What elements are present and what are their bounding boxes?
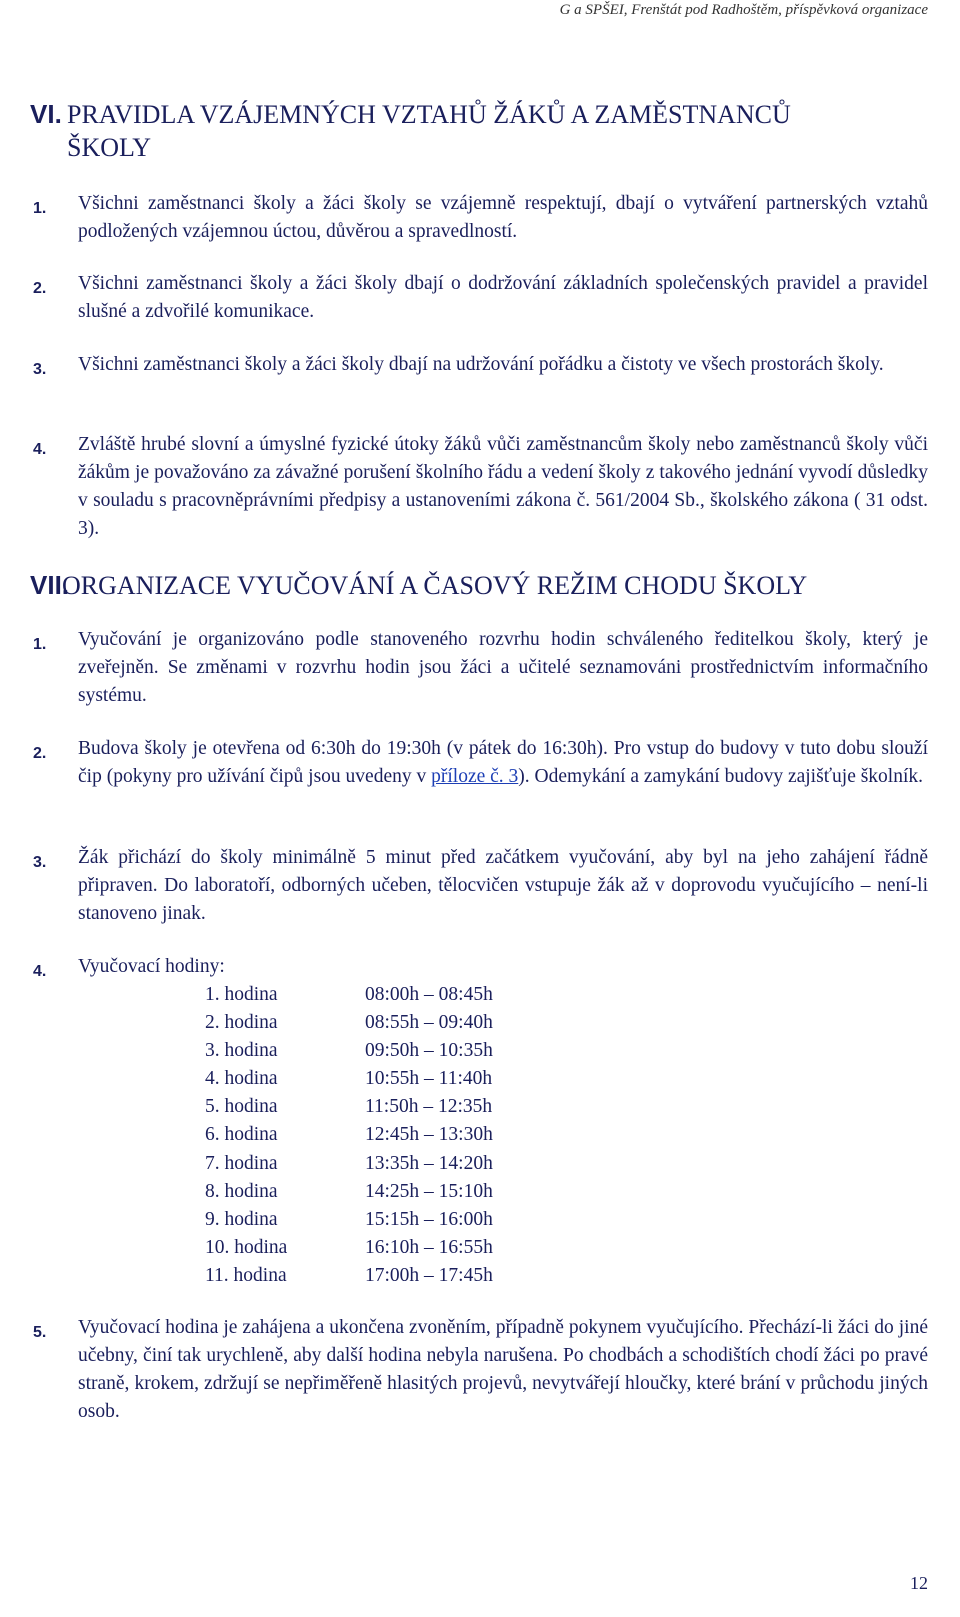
schedule-time: 11:50h – 12:35h (365, 1096, 493, 1118)
item-number: 3. (33, 361, 47, 378)
schedule-time: 16:10h – 16:55h (365, 1236, 493, 1258)
item-text-part: ). Odemykání a zamykání budovy zajišťuje školník. (518, 766, 924, 787)
schedule-row (205, 1234, 493, 1262)
schedule-hour: 3. hodina (205, 1040, 278, 1062)
section-heading-vi (30, 97, 791, 132)
schedule-time: 08:55h – 09:40h (365, 1012, 493, 1034)
schedule-time: 15:15h – 16:00h (365, 1208, 493, 1230)
schedule-time: 12:45h – 13:30h (365, 1124, 493, 1146)
item-text-part: Budova školy je otevřena od 6:30h do 19:30h (v pátek do 16:30h). Pro vstup do budovy v tuto dobu slouží čip (pokyny pro užívání čipů jsou uvedeny v (78, 738, 928, 787)
section-heading-vi-cont (30, 131, 151, 165)
schedule-time: 13:35h – 14:20h (365, 1152, 493, 1174)
item-text: Všichni zaměstnanci školy a žáci školy dbají na udržování pořádku a čistoty ve všech prostorách školy. (78, 354, 884, 375)
item-text: Zvláště hrubé slovní a úmyslné fyzické útoky žáků vůči zaměstnancům školy nebo zaměstnanců školy vůči žákům je považováno za závažné porušení školního řádu a vedení školy z takového jednání vyvodí důsledky v souladu s pracovněprávními předpisy a ustanoveními zákona č. 561/2004 Sb., školského zákona ( 31 odst. 3). (78, 434, 928, 539)
rule-item (33, 190, 928, 246)
schedule-row (205, 1065, 493, 1093)
section-title: PRAVIDLA VZÁJEMNÝCH VZTAHŮ ŽÁKŮ A ZAMĚSTNANCŮ (67, 100, 791, 129)
item-number: 4. (33, 441, 47, 458)
schedule-row (205, 1150, 493, 1178)
schedule-time: 08:00h – 08:45h (365, 984, 493, 1005)
rule-item (33, 735, 928, 791)
rule-item (33, 844, 928, 928)
schedule-row (205, 1009, 493, 1037)
attachment-link[interactable]: příloze č. 3 (431, 766, 519, 787)
item-text (78, 735, 928, 791)
item-text: Všichni zaměstnanci školy a žáci školy dbají o dodržování základních společenských pravidel a pravidel slušné a zdvořilé komunikace. (78, 273, 928, 322)
item-text: Vyučovací hodiny: (78, 956, 225, 977)
section-heading-vii (30, 568, 807, 603)
schedule-hour: 2. hodina (205, 1012, 278, 1034)
rule-item (33, 1314, 928, 1426)
item-number: 1. (33, 200, 47, 217)
item-number: 2. (33, 280, 47, 297)
item-text: Vyučovací hodina je zahájena a ukončena zvoněním, případně pokynem vyučujícího. Přechází-li žáci do jiné učebny, činí tak urychleně, aby další hodina nebyla narušena. Po chodbách a schodištích chodí žáci po pravé straně, krokem, zdržují se nepřiměřeně hlasitých projevů, nevytvářejí hloučky, které brání v průchodu jiných osob. (78, 1317, 928, 1422)
schedule-hour: 9. hodina (205, 1208, 278, 1230)
page-header: G a SPŠEI, Frenštát pod Radhoštěm, příspěvková organizace (559, 2, 928, 18)
item-number: 2. (33, 745, 47, 762)
rule-item (33, 626, 928, 710)
schedule-row (205, 981, 493, 1009)
schedule-hour: 4. hodina (205, 1068, 278, 1090)
schedule-time: 09:50h – 10:35h (365, 1040, 493, 1062)
item-text: Žák přichází do školy minimálně 5 minut před začátkem vyučování, aby byl na jeho zahájení řádně připraven. Do laboratoří, odborných učeben, tělocvičen vstupuje žák až v doprovodu vyučujícího – není-li stanoveno jinak. (78, 847, 928, 924)
schedule-row (205, 1037, 493, 1065)
schedule-hour: 5. hodina (205, 1096, 278, 1118)
item-text: Vyučování je organizováno podle stanoveného rozvrhu hodin schváleného ředitelkou školy, který je zveřejněn. Se změnami v rozvrhu hodin jsou žáci a učitelé seznamováni prostřednictvím informačního systému. (78, 629, 928, 706)
section-number: VI. (30, 99, 62, 129)
item-number: 5. (33, 1324, 47, 1341)
rule-item (33, 953, 928, 981)
schedule-hour: 8. hodina (205, 1180, 278, 1202)
schedule-hour: 7. hodina (205, 1152, 278, 1174)
schedule-time: 14:25h – 15:10h (365, 1180, 493, 1202)
lesson-schedule (205, 981, 493, 1290)
schedule-row (205, 1178, 493, 1206)
item-number: 1. (33, 636, 47, 653)
section-number: VII. (30, 570, 70, 600)
schedule-time: 10:55h – 11:40h (365, 1068, 493, 1090)
item-number: 3. (33, 854, 47, 871)
schedule-hour: 11. hodina (205, 1264, 287, 1286)
schedule-row (205, 1262, 493, 1290)
schedule-hour: 6. hodina (205, 1124, 278, 1146)
schedule-hour: 1. hodina (205, 984, 278, 1005)
rule-item (33, 431, 928, 543)
rule-item (33, 351, 928, 379)
section-title-line2: ŠKOLY (67, 133, 152, 162)
schedule-row (205, 1093, 493, 1121)
rule-item (33, 270, 928, 326)
schedule-row (205, 1206, 493, 1234)
schedule-hour: 10. hodina (205, 1236, 288, 1258)
item-number: 4. (33, 963, 47, 980)
schedule-row (205, 1121, 493, 1149)
page-number: 12 (910, 1573, 928, 1593)
section-title: ORGANIZACE VYUČOVÁNÍ A ČASOVÝ REŽIM CHODU ŠKOLY (62, 571, 808, 600)
item-text: Všichni zaměstnanci školy a žáci školy se vzájemně respektují, dbají o vytváření partnerských vztahů podložených vzájemnou úctou, důvěrou a spravedlností. (78, 193, 928, 242)
schedule-time: 17:00h – 17:45h (365, 1264, 493, 1286)
